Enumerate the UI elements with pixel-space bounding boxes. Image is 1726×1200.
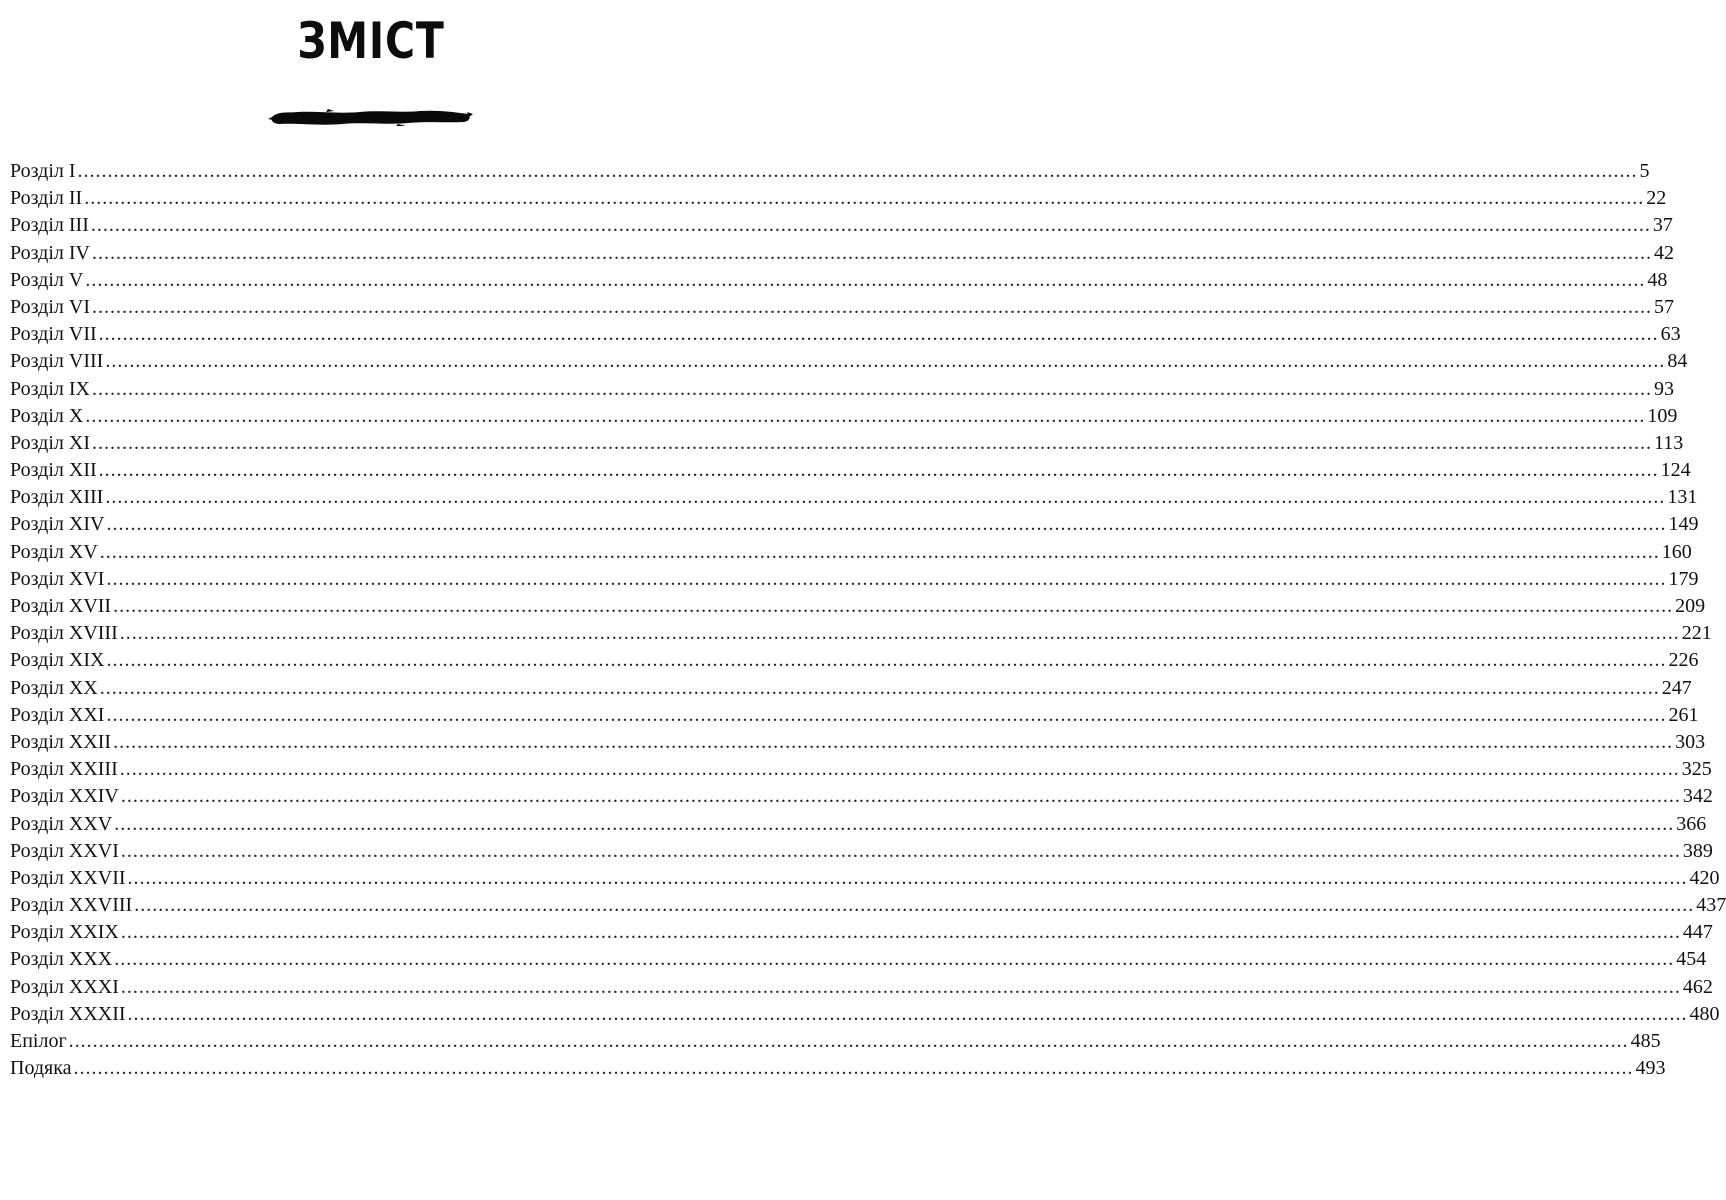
toc-entry-label: Розділ XVI bbox=[10, 567, 105, 590]
toc-entry-page-number: 131 bbox=[1667, 486, 1698, 509]
toc-entry-label: Розділ XXVI bbox=[10, 839, 119, 862]
toc-entry[interactable] bbox=[10, 838, 1713, 865]
toc-entry[interactable] bbox=[10, 1055, 1666, 1082]
dot-leader: .................................................................................................................................................................................................................................................................... bbox=[119, 622, 1680, 645]
toc-entry-label: Розділ V bbox=[10, 268, 84, 291]
dot-leader: .................................................................................................................................................................................................................................................................... bbox=[98, 459, 1659, 482]
toc-entry-page-number: 420 bbox=[1689, 866, 1720, 889]
toc-entry[interactable] bbox=[10, 1028, 1661, 1055]
dot-leader: .................................................................................................................................................................................................................................................................... bbox=[113, 595, 1674, 617]
toc-entry[interactable] bbox=[10, 974, 1713, 1001]
toc-entry[interactable] bbox=[10, 457, 1691, 484]
dot-leader: .................................................................................................................................................................................................................................................................... bbox=[99, 540, 1660, 563]
toc-entry[interactable] bbox=[10, 185, 1667, 212]
toc-entry-page-number: 149 bbox=[1668, 513, 1699, 536]
page-title: ЗМІСТ bbox=[297, 12, 445, 70]
toc-entry-page-number: 226 bbox=[1668, 649, 1699, 672]
toc-entry[interactable] bbox=[10, 484, 1698, 511]
toc-entry-label: Розділ VII bbox=[10, 323, 97, 346]
toc-entry-label: Розділ XXIX bbox=[10, 921, 119, 944]
toc-entry-label: Розділ XIX bbox=[10, 649, 105, 672]
toc-entry-page-number: 261 bbox=[1668, 703, 1699, 726]
toc-entry-page-number: 124 bbox=[1660, 459, 1691, 482]
toc-entry-page-number: 48 bbox=[1647, 268, 1668, 291]
toc-entry-label: Розділ XXIII bbox=[10, 758, 118, 781]
toc-entry-label: Розділ VI bbox=[10, 295, 90, 318]
toc-entry-page-number: 221 bbox=[1681, 622, 1712, 645]
toc-entry[interactable] bbox=[10, 811, 1707, 838]
toc-entry-label: Розділ IV bbox=[10, 241, 90, 264]
toc-entry-page-number: 485 bbox=[1630, 1030, 1661, 1052]
toc-entry-page-number: 93 bbox=[1653, 377, 1674, 400]
toc-entry[interactable] bbox=[10, 430, 1684, 457]
toc-entry-page-number: 209 bbox=[1675, 595, 1706, 617]
dot-leader: .................................................................................................................................................................................................................................................................... bbox=[127, 866, 1688, 889]
toc-entry-label: Розділ XXVII bbox=[10, 866, 126, 889]
toc-entry-page-number: 160 bbox=[1661, 540, 1692, 563]
dot-leader: .................................................................................................................................................................................................................................................................... bbox=[85, 404, 1646, 427]
dot-leader: .................................................................................................................................................................................................................................................................... bbox=[120, 785, 1681, 808]
toc-entry-page-number: 42 bbox=[1653, 241, 1674, 264]
toc-entry-label: Розділ III bbox=[10, 214, 89, 237]
toc-entry[interactable] bbox=[10, 403, 1678, 430]
toc-entry[interactable] bbox=[10, 647, 1699, 674]
toc-entry-label: Розділ I bbox=[10, 160, 76, 182]
toc-entry[interactable] bbox=[10, 212, 1673, 239]
toc-entry[interactable] bbox=[10, 783, 1713, 810]
toc-entry[interactable] bbox=[10, 348, 1688, 375]
toc-entry[interactable] bbox=[10, 675, 1692, 702]
toc-entry-label: Розділ XXVIII bbox=[10, 894, 133, 917]
toc-entry-label: Розділ XIII bbox=[10, 486, 104, 509]
table-of-contents bbox=[10, 158, 1726, 1082]
toc-entry[interactable] bbox=[10, 729, 1706, 756]
toc-entry[interactable] bbox=[10, 267, 1668, 294]
toc-entry-label: Подяка bbox=[10, 1057, 72, 1080]
toc-entry-label: Розділ XIV bbox=[10, 513, 105, 536]
dot-leader: .................................................................................................................................................................................................................................................................... bbox=[90, 214, 1651, 237]
dot-leader: .................................................................................................................................................................................................................................................................... bbox=[85, 268, 1646, 291]
toc-entry-page-number: 247 bbox=[1661, 676, 1692, 699]
toc-entry-label: Розділ XXIV bbox=[10, 785, 119, 808]
toc-entry[interactable] bbox=[10, 511, 1699, 538]
toc-entry[interactable] bbox=[10, 946, 1707, 973]
dot-leader: .................................................................................................................................................................................................................................................................... bbox=[91, 295, 1652, 318]
dot-leader: .................................................................................................................................................................................................................................................................... bbox=[106, 567, 1667, 590]
toc-entry-page-number: 454 bbox=[1676, 948, 1707, 971]
toc-entry-page-number: 325 bbox=[1681, 758, 1712, 781]
toc-entry-label: Розділ VIII bbox=[10, 350, 104, 373]
dot-leader: .................................................................................................................................................................................................................................................................... bbox=[91, 431, 1652, 454]
dot-leader: .................................................................................................................................................................................................................................................................... bbox=[127, 1002, 1688, 1025]
toc-entry[interactable] bbox=[10, 158, 1650, 185]
toc-entry[interactable] bbox=[10, 756, 1712, 783]
toc-entry-label: Розділ II bbox=[10, 187, 83, 210]
toc-entry-page-number: 109 bbox=[1647, 404, 1678, 427]
dot-leader: .................................................................................................................................................................................................................................................................... bbox=[120, 921, 1681, 944]
toc-entry-page-number: 389 bbox=[1682, 839, 1713, 862]
toc-entry-page-number: 366 bbox=[1676, 812, 1707, 835]
toc-entry[interactable] bbox=[10, 593, 1706, 620]
toc-entry-page-number: 22 bbox=[1646, 187, 1667, 210]
toc-entry-page-number: 303 bbox=[1675, 730, 1706, 753]
dot-leader: .................................................................................................................................................................................................................................................................... bbox=[106, 703, 1667, 726]
toc-entry-label: Розділ XXV bbox=[10, 812, 113, 835]
toc-entry[interactable] bbox=[10, 702, 1699, 729]
toc-entry[interactable] bbox=[10, 620, 1712, 647]
toc-entry-label: Розділ XVII bbox=[10, 595, 112, 617]
dot-leader: .................................................................................................................................................................................................................................................................... bbox=[106, 513, 1667, 536]
toc-entry-page-number: 493 bbox=[1635, 1057, 1666, 1080]
toc-entry[interactable] bbox=[10, 376, 1674, 403]
toc-entry[interactable] bbox=[10, 892, 1726, 919]
toc-entry-page-number: 57 bbox=[1653, 295, 1674, 318]
dot-leader: .................................................................................................................................................................................................................................................................... bbox=[105, 350, 1666, 373]
brush-stroke-icon bbox=[268, 103, 473, 130]
toc-entry-label: Епілог bbox=[10, 1030, 67, 1052]
dot-leader: .................................................................................................................................................................................................................................................................... bbox=[120, 839, 1681, 862]
dot-leader: .................................................................................................................................................................................................................................................................... bbox=[114, 812, 1675, 835]
toc-entry-label: Розділ XV bbox=[10, 540, 98, 563]
dot-leader: .................................................................................................................................................................................................................................................................... bbox=[91, 377, 1652, 400]
dot-leader: .................................................................................................................................................................................................................................................................... bbox=[114, 948, 1675, 971]
dot-leader: .................................................................................................................................................................................................................................................................... bbox=[84, 187, 1645, 210]
dot-leader: .................................................................................................................................................................................................................................................................... bbox=[134, 894, 1695, 917]
dot-leader: .................................................................................................................................................................................................................................................................... bbox=[77, 160, 1638, 182]
toc-entry-label: Розділ X bbox=[10, 404, 84, 427]
dot-leader: .................................................................................................................................................................................................................................................................... bbox=[68, 1030, 1629, 1052]
toc-entry[interactable] bbox=[10, 539, 1692, 566]
toc-entry[interactable] bbox=[10, 240, 1674, 267]
toc-entry-label: Розділ XXI bbox=[10, 703, 105, 726]
toc-entry[interactable] bbox=[10, 919, 1713, 946]
toc-entry-label: Розділ XXII bbox=[10, 730, 112, 753]
toc-entry-page-number: 179 bbox=[1668, 567, 1699, 590]
dot-leader: .................................................................................................................................................................................................................................................................... bbox=[113, 730, 1674, 753]
dot-leader: .................................................................................................................................................................................................................................................................... bbox=[119, 758, 1680, 781]
toc-entry-label: Розділ XI bbox=[10, 431, 90, 454]
toc-entry-page-number: 480 bbox=[1689, 1002, 1720, 1025]
dot-leader: .................................................................................................................................................................................................................................................................... bbox=[105, 486, 1666, 509]
toc-entry-page-number: 462 bbox=[1682, 975, 1713, 998]
toc-entry-page-number: 437 bbox=[1696, 894, 1726, 917]
toc-entry[interactable] bbox=[10, 566, 1699, 593]
toc-entry-page-number: 37 bbox=[1652, 214, 1673, 237]
toc-entry-page-number: 113 bbox=[1653, 431, 1684, 454]
toc-entry[interactable] bbox=[10, 865, 1720, 892]
toc-entry[interactable] bbox=[10, 294, 1674, 321]
toc-entry-label: Розділ XXXII bbox=[10, 1002, 126, 1025]
dot-leader: .................................................................................................................................................................................................................................................................... bbox=[120, 975, 1681, 998]
toc-entry-page-number: 5 bbox=[1639, 160, 1650, 182]
toc-entry-label: Розділ XXXI bbox=[10, 975, 119, 998]
toc-entry-label: Розділ XII bbox=[10, 459, 97, 482]
toc-entry-label: Розділ XVIII bbox=[10, 622, 118, 645]
dot-leader: .................................................................................................................................................................................................................................................................... bbox=[73, 1057, 1634, 1080]
toc-entry[interactable] bbox=[10, 321, 1681, 348]
dot-leader: .................................................................................................................................................................................................................................................................... bbox=[91, 241, 1652, 264]
toc-entry-label: Розділ IX bbox=[10, 377, 90, 400]
toc-entry-page-number: 342 bbox=[1682, 785, 1713, 808]
toc-entry-label: Розділ XX bbox=[10, 676, 98, 699]
toc-entry-label: Розділ XXX bbox=[10, 948, 113, 971]
toc-entry-page-number: 447 bbox=[1682, 921, 1713, 944]
toc-entry-page-number: 63 bbox=[1660, 323, 1681, 346]
dot-leader: .................................................................................................................................................................................................................................................................... bbox=[106, 649, 1667, 672]
toc-entry-page-number: 84 bbox=[1667, 350, 1688, 373]
dot-leader: .................................................................................................................................................................................................................................................................... bbox=[99, 676, 1660, 699]
toc-entry[interactable] bbox=[10, 1001, 1720, 1028]
dot-leader: .................................................................................................................................................................................................................................................................... bbox=[98, 323, 1659, 346]
